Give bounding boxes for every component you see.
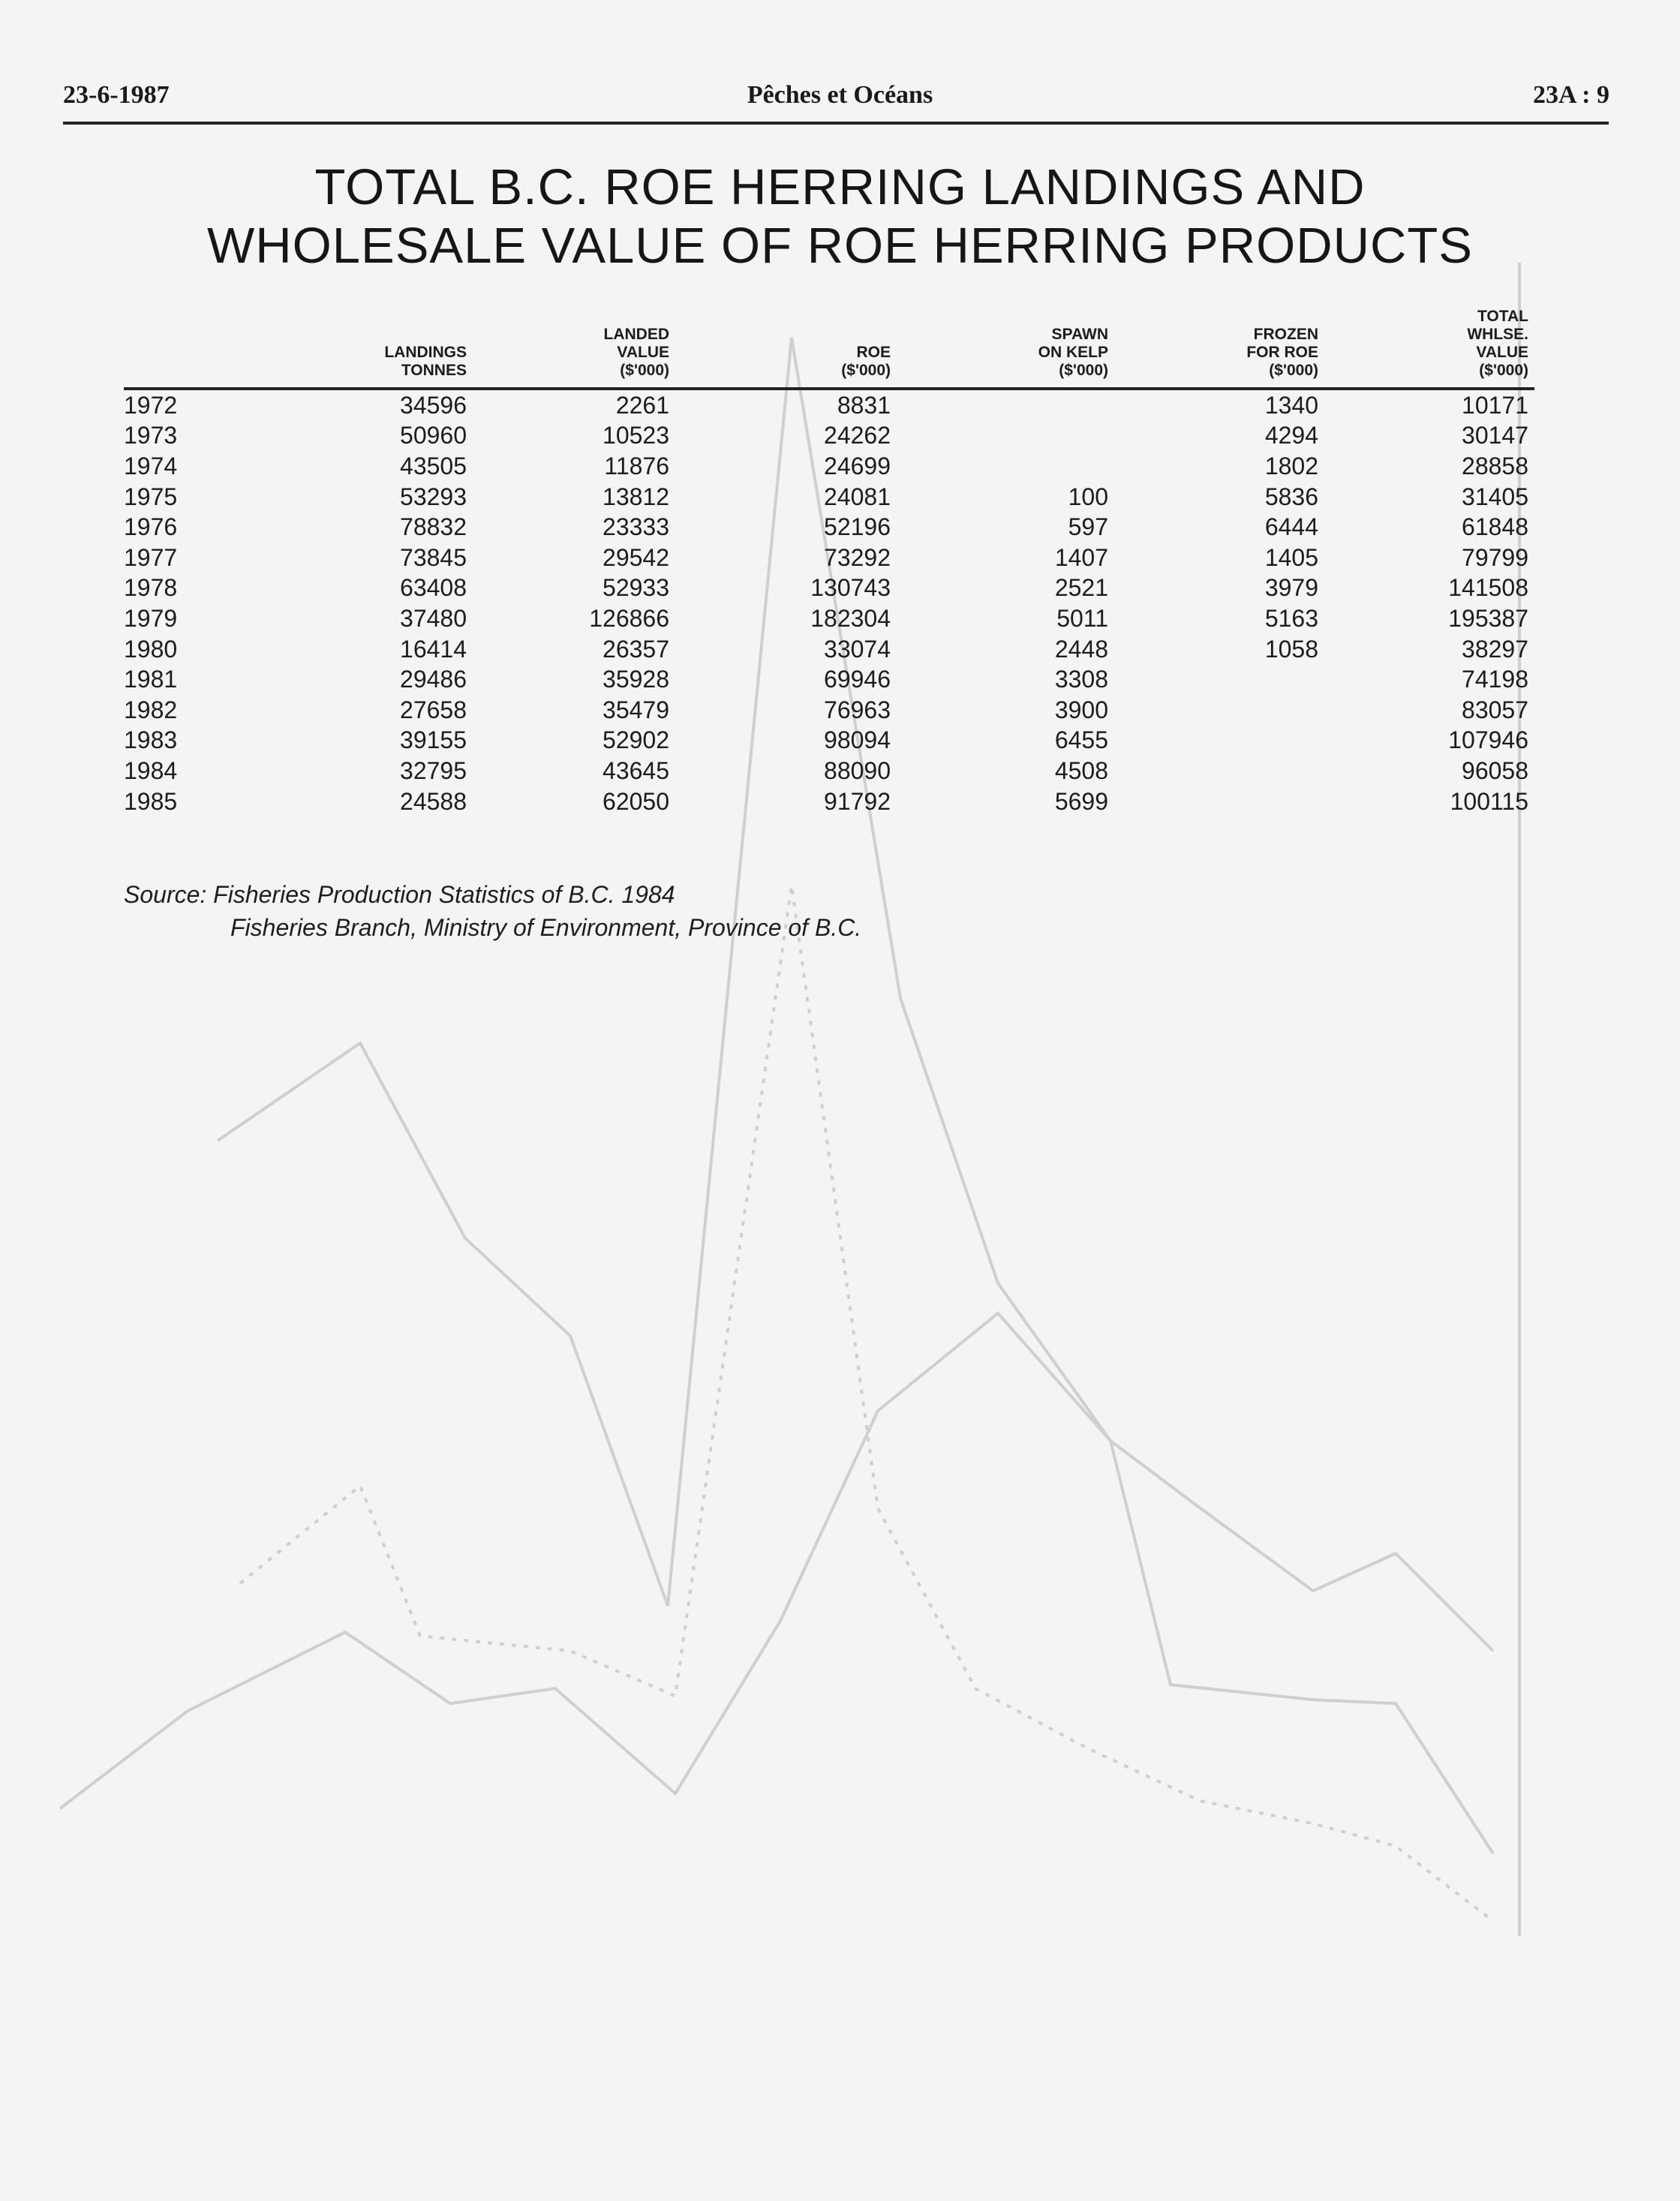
cell-roe: 73292 [824, 543, 891, 571]
page-title-line2: WHOLESALE VALUE OF ROE HERRING PRODUCTS [207, 218, 1473, 274]
cell-total-wholesale: 74198 [1462, 666, 1528, 693]
cell-roe: 8831 [837, 391, 891, 419]
cell-landings: 29486 [400, 666, 467, 693]
cell-year: 1976 [124, 513, 178, 541]
cell-frozen-for-roe: 1058 [1264, 635, 1318, 663]
cell-year: 1973 [124, 422, 178, 450]
cell-year: 1975 [124, 483, 178, 510]
cell-landed-value: 26357 [603, 635, 669, 663]
cell-year: 1983 [124, 726, 178, 754]
cell-landed-value: 2261 [615, 391, 669, 419]
cell-roe: 88090 [824, 756, 891, 784]
cell-landings: 73845 [400, 543, 467, 571]
cell-frozen-for-roe: 3979 [1264, 574, 1318, 602]
page-title-line1: TOTAL B.C. ROE HERRING LANDINGS AND [314, 159, 1366, 215]
cell-total-wholesale: 38297 [1462, 635, 1528, 663]
cell-spawn-on-kelp [897, 451, 1114, 482]
header-date: 23-6-1987 [63, 81, 170, 109]
source-line-1: Source: Fisheries Production Statistics of B.C. 1984 [124, 881, 675, 908]
table-row [124, 451, 1534, 482]
table-row [124, 726, 1534, 756]
cell-landed-value: 43645 [603, 756, 669, 784]
cell-roe: 24699 [824, 452, 891, 480]
table-row [124, 786, 1534, 817]
cell-landings: 53293 [400, 483, 467, 510]
cell-landings: 43505 [400, 452, 467, 480]
cell-roe: 182304 [810, 604, 891, 632]
cell-total-wholesale: 96058 [1462, 756, 1528, 784]
cell-landed-value: 13812 [603, 483, 669, 510]
table-row [124, 603, 1534, 634]
col-header-landed-value: LANDED VALUE ($'000) [473, 308, 675, 389]
cell-frozen-for-roe [1114, 695, 1324, 726]
cell-landed-value: 23333 [603, 513, 669, 541]
cell-spawn-on-kelp: 6455 [1054, 726, 1108, 754]
cell-year: 1979 [124, 604, 178, 632]
cell-year: 1985 [124, 787, 178, 815]
cell-landings: 27658 [400, 696, 467, 723]
cell-landings: 37480 [400, 604, 467, 632]
cell-total-wholesale: 30147 [1462, 422, 1528, 450]
header-center: Pêches et Océans [747, 81, 933, 109]
table-row [124, 695, 1534, 726]
col-header-total-wholesale: TOTAL WHLSE. VALUE ($'000) [1324, 308, 1534, 389]
cell-landings: 63408 [400, 574, 467, 602]
cell-landed-value: 29542 [603, 543, 669, 571]
cell-total-wholesale: 10171 [1462, 391, 1528, 419]
cell-frozen-for-roe [1114, 664, 1324, 695]
cell-total-wholesale: 100115 [1450, 787, 1528, 815]
cell-year: 1982 [124, 696, 178, 723]
source-line-2: Fisheries Branch, Ministry of Environment, Province of B.C. [230, 914, 862, 941]
table-row [124, 664, 1534, 695]
cell-total-wholesale: 107946 [1448, 726, 1528, 754]
cell-year: 1980 [124, 635, 178, 663]
cell-spawn-on-kelp: 5011 [1056, 604, 1108, 632]
table-row [124, 543, 1534, 573]
cell-year: 1984 [124, 756, 178, 784]
cell-roe: 130743 [810, 574, 891, 602]
cell-frozen-for-roe [1114, 756, 1324, 786]
cell-roe: 52196 [824, 513, 891, 541]
cell-frozen-for-roe: 6444 [1264, 513, 1318, 541]
cell-landed-value: 35928 [603, 666, 669, 693]
cell-roe: 98094 [824, 726, 891, 754]
col-header-landings: LANDINGS TONNES [214, 308, 473, 389]
cell-total-wholesale: 83057 [1462, 696, 1528, 723]
cell-frozen-for-roe: 4294 [1264, 422, 1318, 450]
cell-roe: 69946 [824, 666, 891, 693]
cell-landed-value: 10523 [603, 422, 669, 450]
cell-landed-value: 52902 [603, 726, 669, 754]
col-header-frozen-for-roe: FROZEN FOR ROE ($'000) [1114, 308, 1324, 389]
cell-landings: 24588 [400, 787, 467, 815]
cell-roe: 24262 [824, 422, 891, 450]
cell-spawn-on-kelp: 2448 [1054, 635, 1108, 663]
table-row [124, 512, 1534, 543]
cell-total-wholesale: 141508 [1448, 574, 1528, 602]
cell-total-wholesale: 195387 [1448, 604, 1528, 632]
cell-spawn-on-kelp: 5699 [1054, 787, 1108, 815]
cell-year: 1972 [124, 391, 178, 419]
cell-total-wholesale: 31405 [1462, 483, 1528, 510]
col-header-roe: ROE ($'000) [675, 308, 897, 389]
cell-roe: 33074 [824, 635, 891, 663]
cell-total-wholesale: 79799 [1462, 543, 1528, 571]
cell-roe: 76963 [824, 696, 891, 723]
cell-total-wholesale: 61848 [1462, 513, 1528, 541]
table-row [124, 634, 1534, 665]
cell-landed-value: 52933 [603, 574, 669, 602]
cell-frozen-for-roe: 5163 [1264, 604, 1318, 632]
cell-landed-value: 62050 [603, 787, 669, 815]
cell-landings: 39155 [400, 726, 467, 754]
cell-spawn-on-kelp: 597 [1068, 513, 1108, 541]
table-row [124, 421, 1534, 452]
bleed-through-line-3 [60, 1313, 1493, 1854]
table-row [124, 482, 1534, 513]
cell-landings: 34596 [400, 391, 467, 419]
cell-spawn-on-kelp: 3308 [1054, 666, 1108, 693]
cell-landings: 32795 [400, 756, 467, 784]
cell-frozen-for-roe: 1802 [1264, 452, 1318, 480]
cell-year: 1978 [124, 574, 178, 602]
cell-landed-value: 11876 [604, 452, 669, 480]
table-row [124, 573, 1534, 604]
header-page-number: 23A : 9 [1533, 81, 1609, 109]
cell-spawn-on-kelp [897, 421, 1114, 452]
source-note [124, 878, 861, 944]
cell-roe: 91792 [824, 787, 891, 815]
table-row [124, 389, 1534, 421]
cell-landed-value: 126866 [589, 604, 669, 632]
cell-landings: 50960 [400, 422, 467, 450]
cell-year: 1981 [124, 666, 178, 693]
cell-year: 1974 [124, 452, 178, 480]
cell-spawn-on-kelp: 2521 [1054, 574, 1108, 602]
cell-frozen-for-roe: 5836 [1264, 483, 1318, 510]
cell-spawn-on-kelp: 100 [1068, 483, 1108, 510]
cell-frozen-for-roe [1114, 726, 1324, 756]
table-row [124, 756, 1534, 786]
herring-table [124, 308, 1534, 816]
col-header-spawn-on-kelp: SPAWN ON KELP ($'000) [897, 308, 1114, 389]
cell-year: 1977 [124, 543, 178, 571]
cell-landings: 16414 [400, 635, 467, 663]
cell-roe: 24081 [824, 483, 891, 510]
cell-frozen-for-roe: 1405 [1264, 543, 1318, 571]
cell-landed-value: 35479 [603, 696, 669, 723]
cell-spawn-on-kelp: 4508 [1054, 756, 1108, 784]
cell-landings: 78832 [400, 513, 467, 541]
table-header-row [124, 308, 1534, 389]
cell-frozen-for-roe: 1340 [1264, 391, 1318, 419]
cell-spawn-on-kelp: 1407 [1054, 543, 1108, 571]
col-header-year [124, 308, 214, 389]
cell-spawn-on-kelp: 3900 [1054, 696, 1108, 723]
bleed-through-line-2 [240, 886, 1493, 1921]
cell-spawn-on-kelp [897, 389, 1114, 421]
cell-frozen-for-roe [1114, 786, 1324, 817]
cell-total-wholesale: 28858 [1462, 452, 1528, 480]
